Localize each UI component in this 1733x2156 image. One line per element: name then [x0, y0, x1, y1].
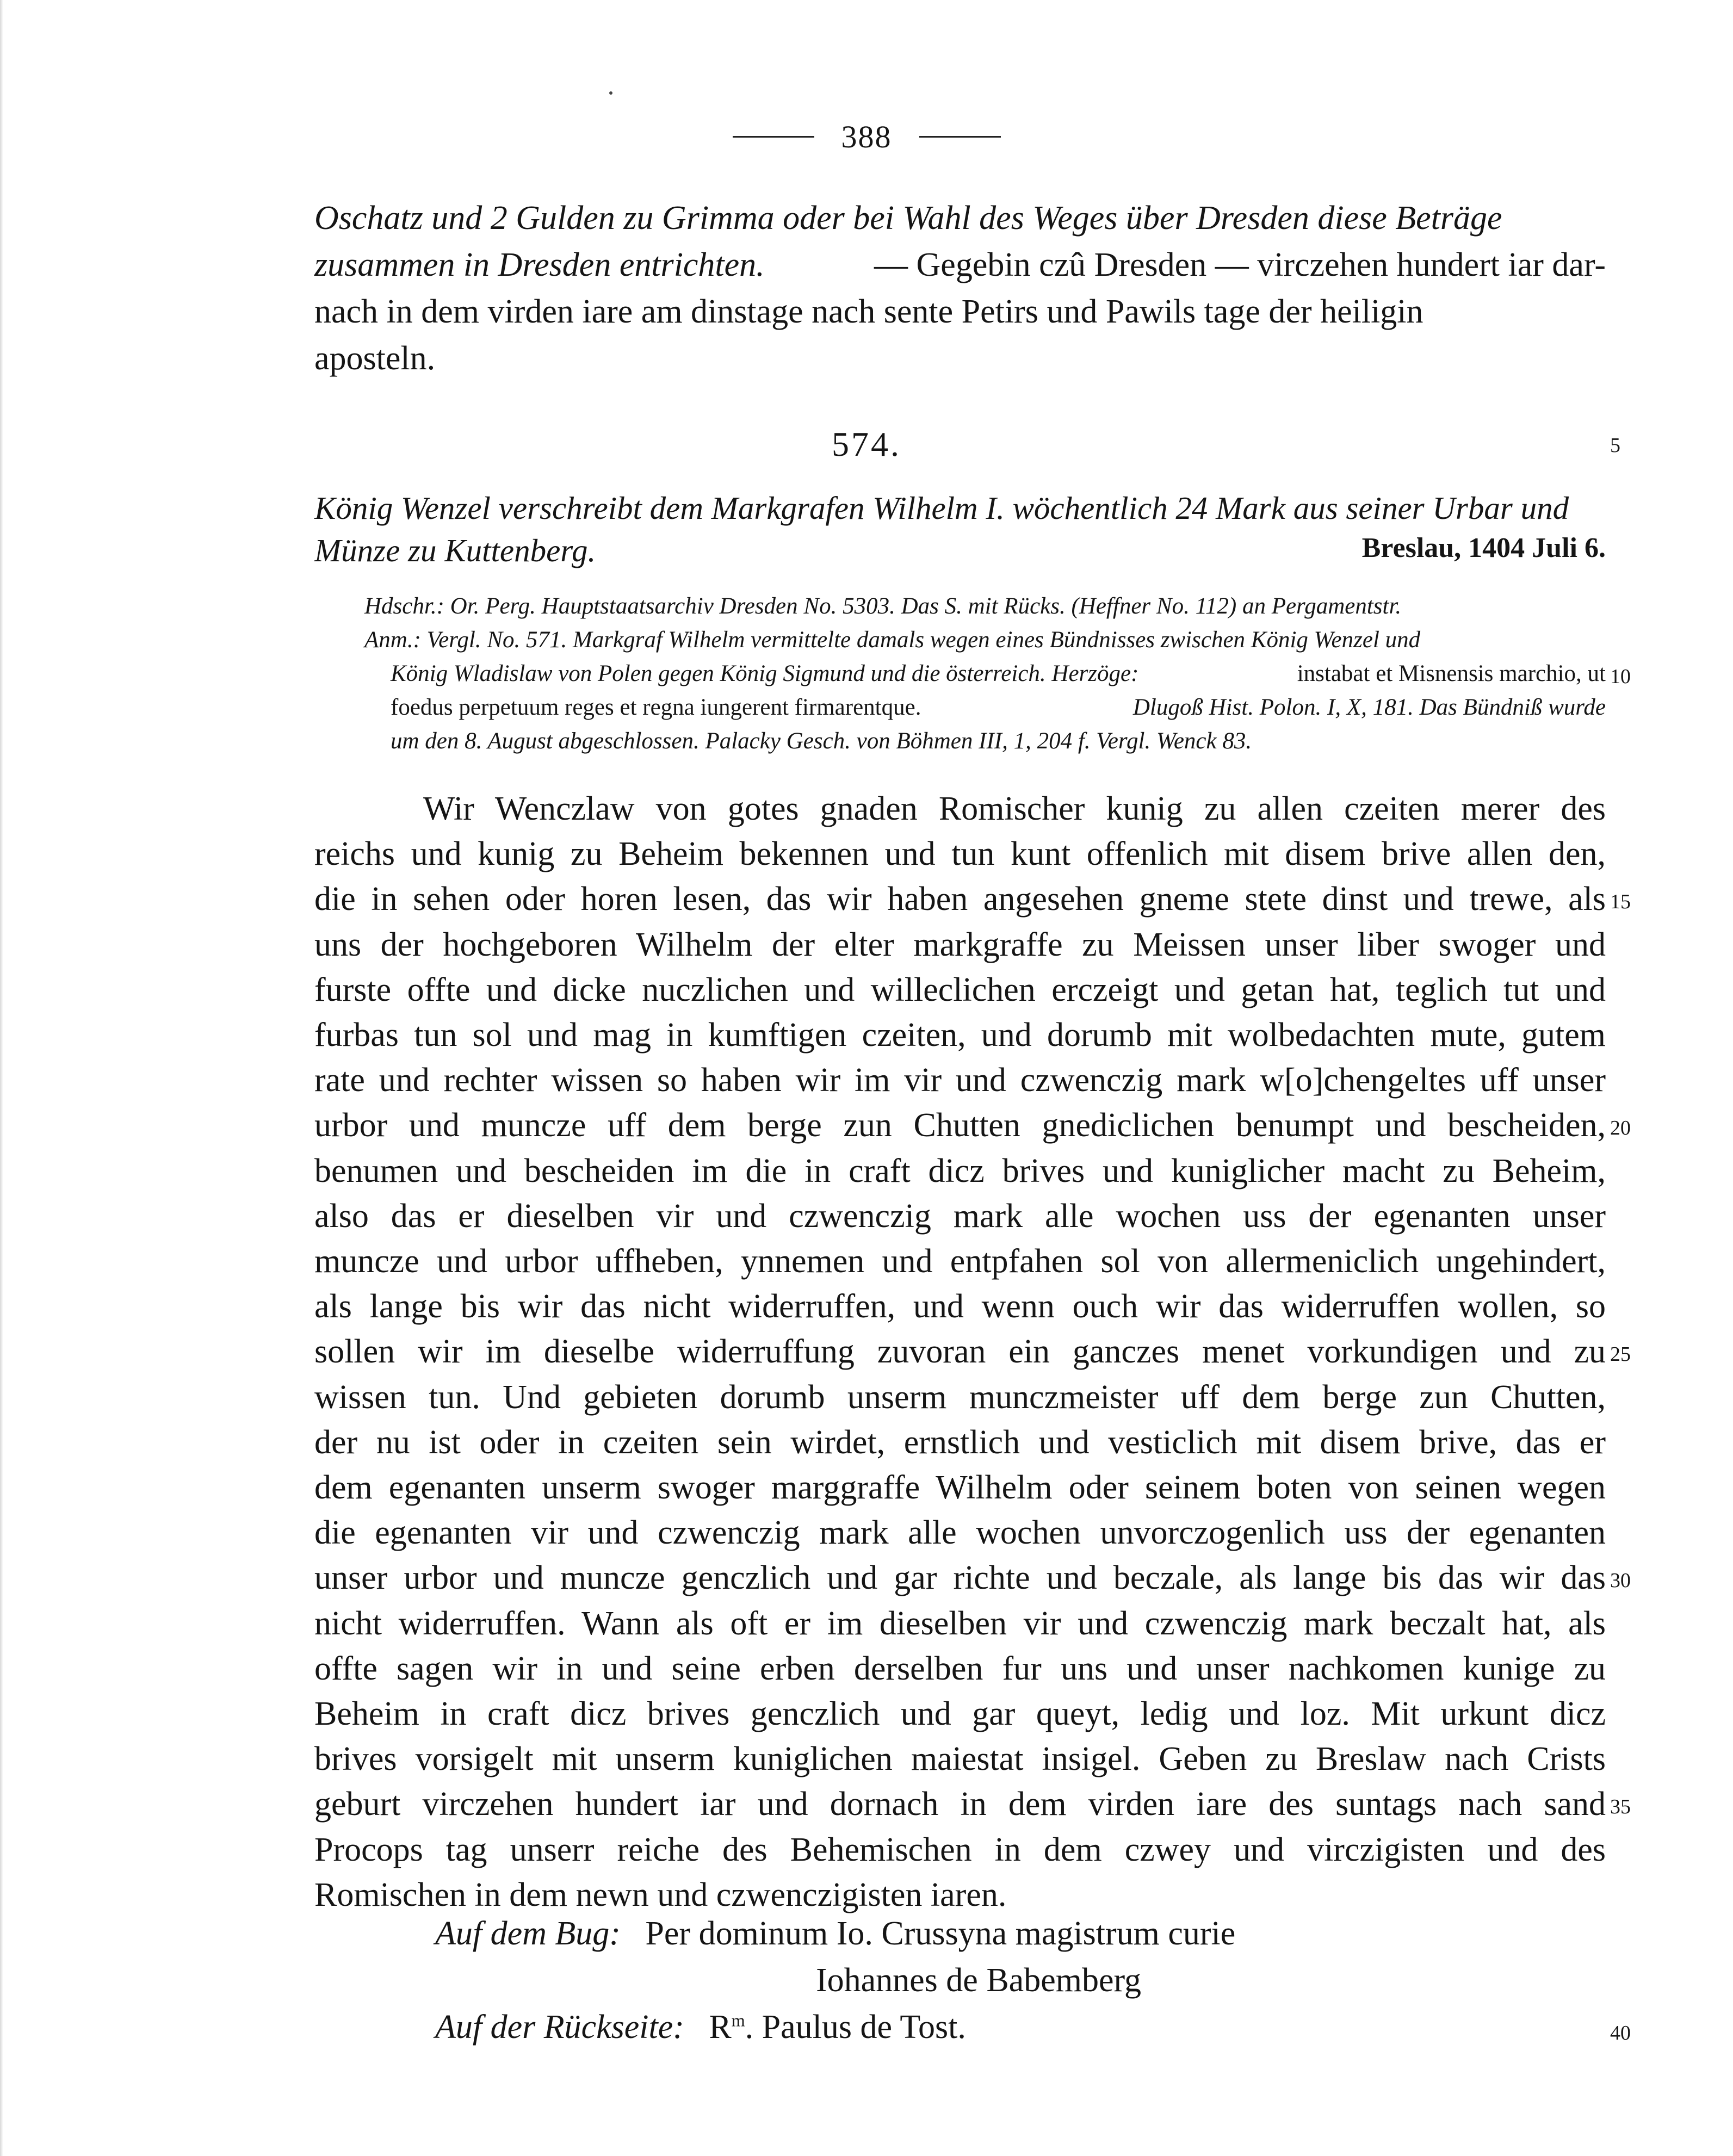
note-remark-3	[391, 694, 1606, 721]
intro-line-3: nach in dem virden iare am dinstage nach sente Petirs und Pawils tage der heiligin	[314, 293, 1423, 330]
body-line: nicht widerruffen. Wann als oft er im dieselben vir und czwenczig mark beczalt hat, als	[314, 1604, 1606, 1642]
note-remark-1: Anm.: Vergl. No. 571. Markgraf Wilhelm vermittelte damals wegen eines Bündnisses zwischen König Wenzel und	[364, 627, 1421, 653]
intro-line-4: aposteln.	[314, 340, 436, 377]
note-remark-2-italic: König Wladislaw von Polen gegen König Sigmund und die österreich. Herzöge:	[391, 661, 1139, 686]
back-label: Auf der Rückseite:	[435, 2009, 684, 2046]
body-line: Beheim in craft dicz brives genczlich und gar queyt, ledig und loz. Mit urkunt dicz	[314, 1695, 1606, 1732]
endorsement-bug	[435, 1915, 1235, 1953]
body-line: brives vorsigelt mit unserm kuniglichen maiestat insigel. Geben zu Breslaw nach Crists	[314, 1740, 1606, 1778]
note-remark-2	[391, 660, 1606, 687]
body-line: Procops tag unserr reiche des Behemischen in dem czwey und virczigisten und des	[314, 1831, 1606, 1868]
endorsement-bug-2: Iohannes de Babemberg	[816, 1962, 1141, 1999]
body-line: als lange bis wir das nicht widerruffen, und wenn ouch wir das widerruffen wollen, so	[314, 1288, 1606, 1325]
body-line: dem egenanten unserm swoger marggraffe Wilhelm oder seinem boten von seinen wegen	[314, 1469, 1606, 1506]
scan-speck	[609, 91, 612, 95]
note-remark-4: um den 8. August abgeschlossen. Palacky Gesch. von Böhmen III, 1, 204 f. Vergl. Wenck 83.	[391, 728, 1252, 754]
page-number: 388	[841, 119, 892, 154]
place-date: Breslau, 1404 Juli 6.	[1361, 532, 1606, 563]
body-line: reichs und kunig zu Beheim bekennen und tun kunt offenlich mit disem brive allen den,	[314, 835, 1606, 873]
bug-text: Per dominum Io. Crussyna magistrum curie	[645, 1915, 1236, 1952]
intro-line-2-italic: zusammen in Dresden entrichten.	[314, 246, 765, 283]
intro-line-1: Oschatz und 2 Gulden zu Grimma oder bei Wahl des Weges über Dresden diese Beträge	[314, 200, 1502, 237]
back-text-r: R	[709, 2009, 732, 2046]
body-line: offte sagen wir in und seine erben derselben fur uns und unser nachkomen kunige zu	[314, 1650, 1606, 1687]
note-remark-3-citation: Dlugoß Hist. Polon. I, X, 181. Das Bündniß wurde	[1132, 695, 1606, 720]
body-line: also das er dieselben vir und czwenczig mark alle wochen uss der egenanten unser	[314, 1197, 1606, 1235]
line-number: 25	[1610, 1343, 1631, 1366]
body-line: rate und rechter wissen so haben wir im vir und czwenczig mark w[o]chengeltes uff unser	[314, 1062, 1606, 1099]
line-number: 30	[1610, 1569, 1631, 1592]
regest-line-1: König Wenzel verschreibt dem Markgrafen Wilhelm I. wöchentlich 24 Mark aus seiner Urbar und	[314, 490, 1569, 526]
body-line: furste offte und dicke nuczlichen und willeclichen erczeigt und getan hat, teglich tut und	[314, 971, 1606, 1008]
note-remark-2-quote: instabat et Misnensis marchio, ut	[1297, 661, 1606, 686]
body-line: sollen wir im dieselbe widerruffung zuvoran ein ganczes menet vorkundigen und zu	[314, 1333, 1606, 1371]
line-number: 20	[1610, 1117, 1631, 1139]
back-text-sup: m	[731, 2010, 745, 2030]
back-text	[709, 2009, 965, 2046]
line-number: 35	[1610, 1795, 1631, 1818]
body-line: furbas tun sol und mag in kumftigen czeiten, und dorumb mit wolbedachten mute, gutem	[314, 1017, 1606, 1054]
body-line: die egenanten vir und czwenczig mark alle wochen unvorczogenlich uss der egenanten	[314, 1514, 1606, 1552]
body-line: geburt virczehen hundert iar und dornach in dem virden iare des suntags nach sand	[314, 1786, 1606, 1823]
body-line: uns der hochgeboren Wilhelm der elter markgraffe zu Meissen unser liber swoger und	[314, 926, 1606, 963]
body-line: unser urbor und muncze genczlich und gar richte und beczale, als lange bis das wir das	[314, 1559, 1606, 1597]
body-line: benumen und bescheiden im die in craft dicz brives und kuniglicher macht zu Beheim,	[314, 1152, 1606, 1189]
line-number: 40	[1610, 2022, 1631, 2045]
note-remark-3-quote: foedus perpetuum reges et regna iungerent firmarentque.	[391, 695, 921, 720]
page-edge-shadow	[0, 0, 3, 2156]
line-number: 15	[1610, 890, 1631, 913]
intro-line-2-roman: — Gegebin czû Dresden — virczehen hundert iar dar-	[874, 246, 1606, 283]
body-line: muncze und urbor uffheben, ynnemen und entpfahen sol von allermeniclich ungehindert,	[314, 1243, 1606, 1280]
body-line: wissen tun. Und gebieten dorumb unserm munczmeister uff dem berge zun Chutten,	[314, 1378, 1606, 1416]
intro-line-2	[314, 246, 1606, 284]
document-number: 574.	[832, 425, 901, 463]
body-line: der nu ist oder in czeiten sein wirdet, ernstlich und vesticlich mit disem brive, das er	[314, 1423, 1606, 1461]
endorsement-back	[435, 2008, 966, 2047]
body-line: Wir Wenczlaw von gotes gnaden Romischer kunig zu allen czeiten merer des	[423, 790, 1606, 827]
regest-line-2	[314, 532, 1606, 569]
body-line: urbor und muncze uff dem berge zun Chutten gnediclichen benumpt und bescheiden,	[314, 1107, 1606, 1144]
body-line: Romischen in dem newn und czwenczigisten iaren.	[314, 1876, 1007, 1913]
back-text-rest: . Paulus de Tost.	[745, 2009, 966, 2046]
line-number: 5	[1610, 434, 1620, 457]
header-rule-left	[733, 136, 814, 138]
regest-summary-end: Münze zu Kuttenberg.	[314, 532, 596, 568]
page-header	[0, 119, 1733, 168]
line-number: 10	[1610, 665, 1631, 688]
header-rule-right	[919, 136, 1001, 138]
note-manuscript: Hdschr.: Or. Perg. Hauptstaatsarchiv Dresden No. 5303. Das S. mit Rücks. (Heffner No. 112) an Pergamentstr.	[364, 593, 1402, 619]
bug-label: Auf dem Bug:	[435, 1915, 621, 1952]
body-line: die in sehen oder horen lesen, das wir haben angesehen gneme stete dinst und trewe, als	[314, 881, 1606, 918]
